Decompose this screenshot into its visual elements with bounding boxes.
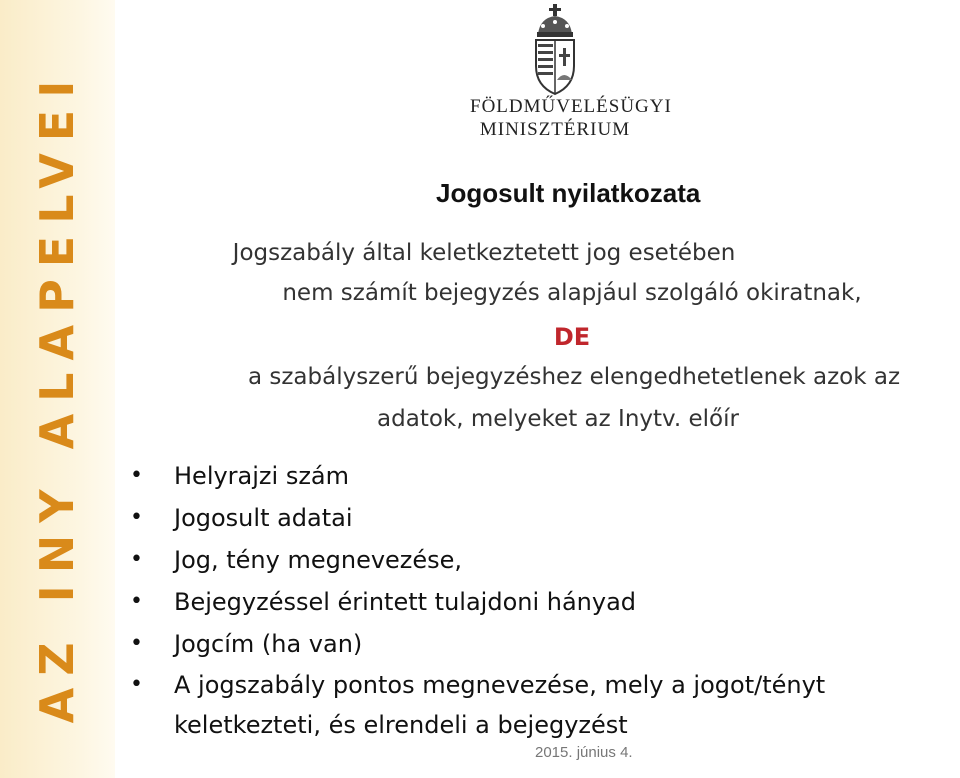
list-item: • Jog, tény megnevezése, [130, 539, 825, 581]
ministry-name-line2: MINISZTÉRIUM [479, 119, 631, 140]
requirements-list [130, 455, 825, 745]
intro-line: a szabályszerű bejegyzéshez elengedhetetlenek azok az [247, 364, 901, 390]
list-item: • Jogosult adatai [130, 497, 825, 539]
list-item-line: A jogszabály pontos megnevezése, mely a jogot/tényt [174, 671, 826, 699]
ministry-name-line1: FÖLDMŰVELÉSÜGYI [470, 96, 672, 117]
footer-date: 2015. június 4. [535, 744, 633, 761]
sidebar-band [0, 0, 115, 778]
intro-line: nem számít bejegyzés alapjául szolgáló okiratnak, [282, 280, 862, 306]
ministry-logo [470, 4, 672, 144]
intro-line: adatok, melyeket az Inytv. előír [377, 406, 739, 432]
intro-line: Jogszabály által keletkeztetett jog esetében [232, 240, 736, 266]
list-item [130, 665, 825, 745]
list-item-line: keletkezteti, és elrendeli a bejegyzést [174, 711, 628, 739]
coat-of-arms-icon [530, 4, 580, 96]
emphasis-de: DE [553, 323, 591, 351]
slide-title: Jogosult nyilatkozata [436, 178, 701, 208]
list-item: • Jogcím (ha van) [130, 623, 825, 665]
list-item: • Bejegyzéssel érintett tulajdoni hányad [130, 581, 825, 623]
list-item: • Helyrajzi szám [130, 455, 825, 497]
sidebar-title: AZ INY ALAPELVEI [30, 68, 84, 724]
